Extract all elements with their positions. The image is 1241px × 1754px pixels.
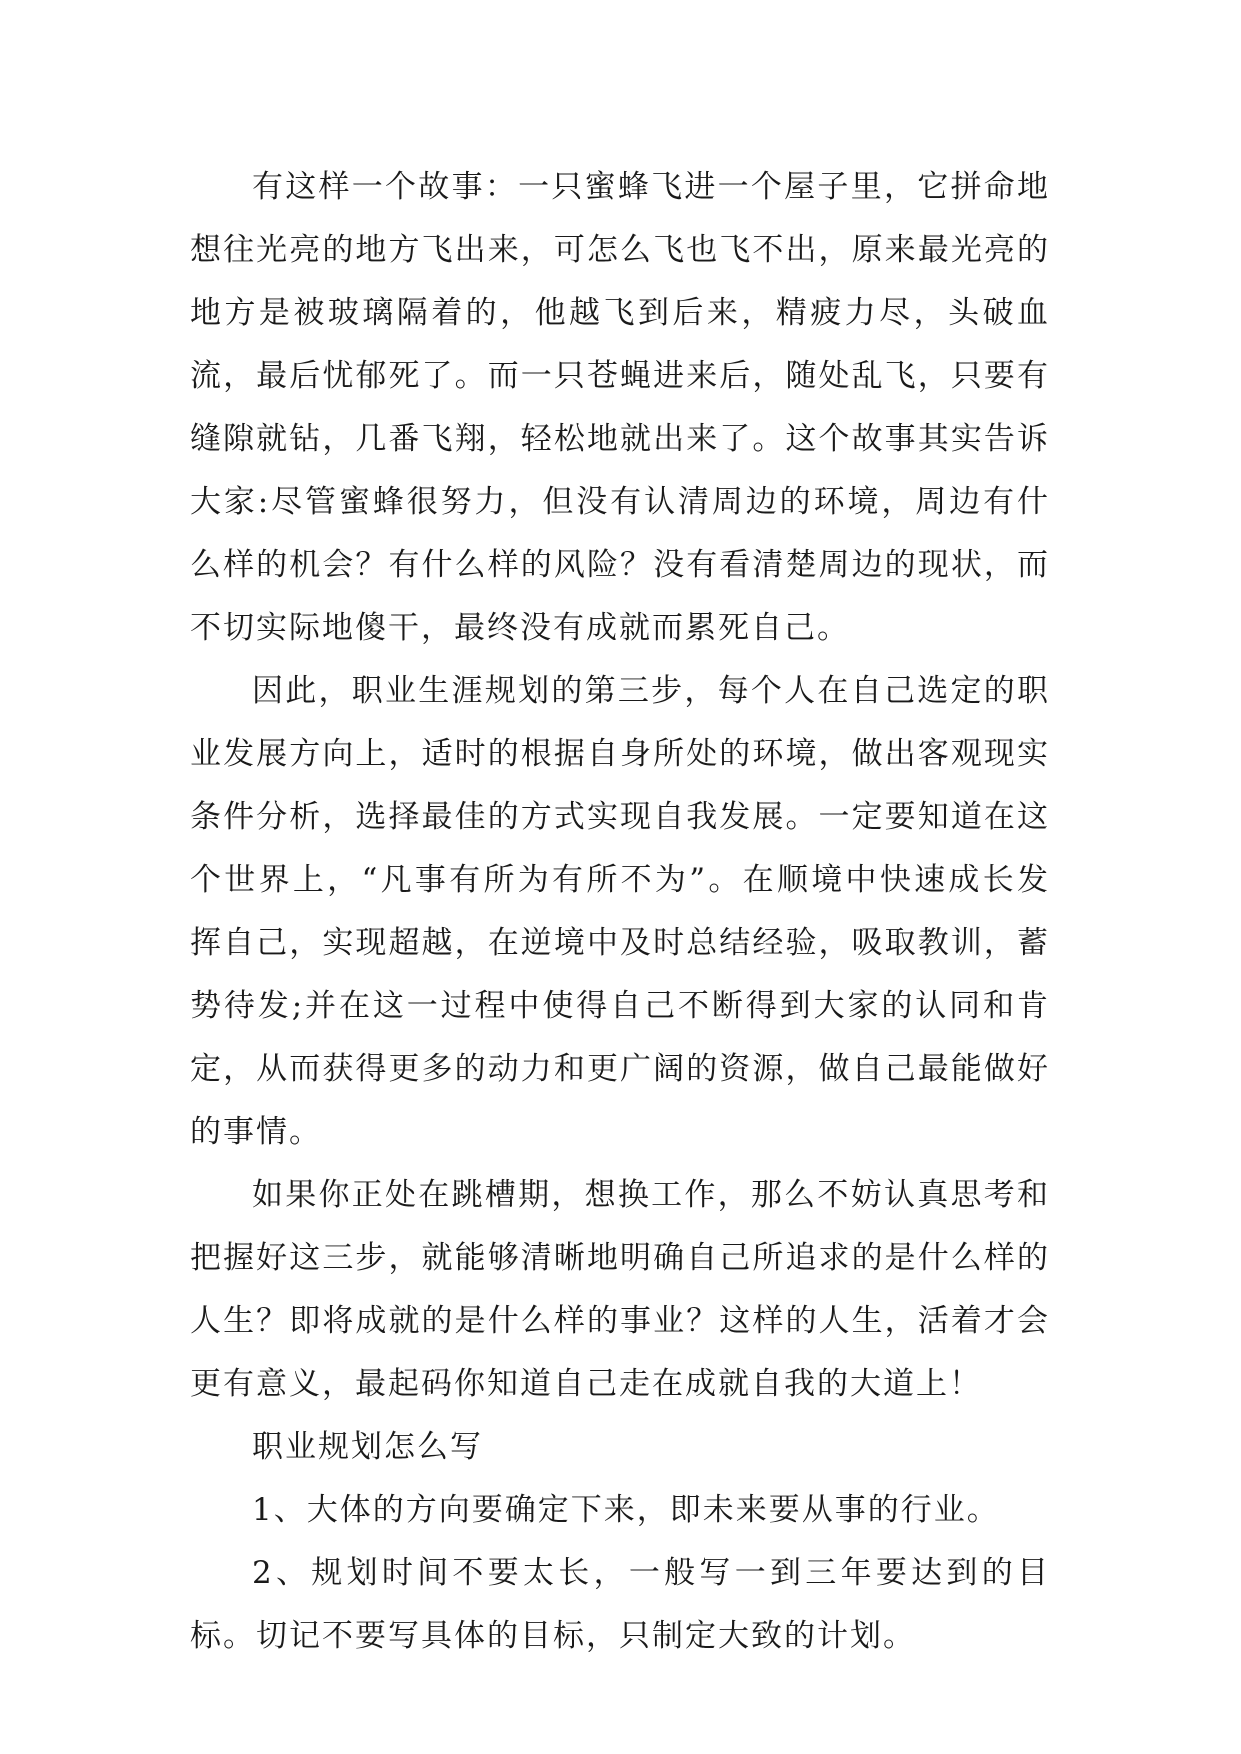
document-body (190, 156, 1050, 1668)
list-item-direction: 1、大体的方向要确定下来，即未来要从事的行业。 (252, 1492, 1000, 1528)
paragraph-career-step-three: 因此，职业生涯规划的第三步，每个人在自己选定的职业发展方向上，适时的根据自身所处的环境，做出客观现实条件分析，选择最佳的方式实现自我发展。一定要知道在这个世界上，“凡事有所为有所不为”。在顺境中快速成长发挥自己，实现超越，在逆境中及时总结经验，吸取教训，蓄势待发;并在这一过程中使得自己不断得到大家的认同和肯定，从而获得更多的动力和更广阔的资源，做自己最能做好的事情。 (190, 673, 1050, 1150)
list-item-timeframe: 2、规划时间不要太长，一般写一到三年要达到的目标。切记不要写具体的目标，只制定大致的计划。 (190, 1555, 1050, 1654)
paragraph-bee-story: 有这样一个故事：一只蜜蜂飞进一个屋子里，它拼命地想往光亮的地方飞出来，可怎么飞也飞不出，原来最光亮的地方是被玻璃隔着的，他越飞到后来，精疲力尽，头破血流，最后忧郁死了。而一只苍蝇进来后，随处乱飞，只要有缝隙就钻，几番飞翔，轻松地就出来了。这个故事其实告诉大家:尽管蜜蜂很努力，但没有认清周边的环境，周边有什么样的机会？有什么样的风险？没有看清楚周边的现状，而不切实际地傻干，最终没有成就而累死自己。 (190, 169, 1050, 646)
section-heading-how-to-write: 职业规划怎么写 (252, 1429, 483, 1465)
paragraph-job-change: 如果你正处在跳槽期，想换工作，那么不妨认真思考和把握好这三步，就能够清晰地明确自己所追求的是什么样的人生？即将成就的是什么样的事业？这样的人生，活着才会更有意义，最起码你知道自己走在成就自我的大道上！ (190, 1177, 1050, 1402)
